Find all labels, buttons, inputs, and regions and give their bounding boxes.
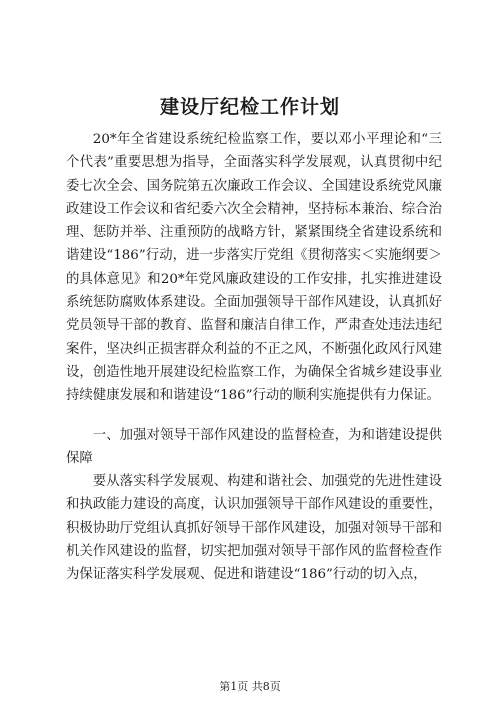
section-heading: 一、加强对领导干部作风建设的监督检查，为和谐建设提供保障	[66, 427, 442, 466]
document-title: 建设厅纪检工作计划	[159, 96, 340, 118]
document-body	[66, 128, 442, 587]
page-footer: 第1页 共8页	[219, 680, 281, 693]
intro-paragraph: 20*年全省建设系统纪检监察工作，要以邓小平理论和“三个代表”重要思想为指导，全面落实科学发展观，认真贯彻中纪委七次全会、国务院第五次廉政工作会议、全国建设系统党风廉政建设工作会议和省纪委六次全会精神，坚持标本兼治、综合治理、惩防并举、注重预防的战略方针，紧紧围绕全省建设系统和谐建设“186”行动，进一步落实厅党组《贯彻落实＜实施纲要＞的具体意见》和20*年党风廉政建设的工作安排，扎实推进建设系统惩防腐败体系建设。全面加强领导干部作风建设，认真抓好党员领导干部的教育、监督和廉洁自律工作，严肃查处违法违纪案件，坚决纠正损害群众利益的不正之风，不断强化政风行风建设，创造性地开展建设纪检监察工作，为确保全省城乡建设事业持续健康发展和和谐建设“186”行动的顺利实施提供有力保证。	[66, 132, 442, 404]
section-paragraph: 要从落实科学发展观、构建和谐社会、加强党的先进性建设和执政能力建设的高度，认识加强领导干部作风建设的重要性，积极协助厅党组认真抓好领导干部作风建设，加强对领导干部和机关作风建设的监督，切实把加强对领导干部作风的监督检查作为保证落实科学发展观、促进和谐建设“186”行动的切入点，	[66, 474, 442, 583]
paragraph-gap	[66, 408, 442, 424]
